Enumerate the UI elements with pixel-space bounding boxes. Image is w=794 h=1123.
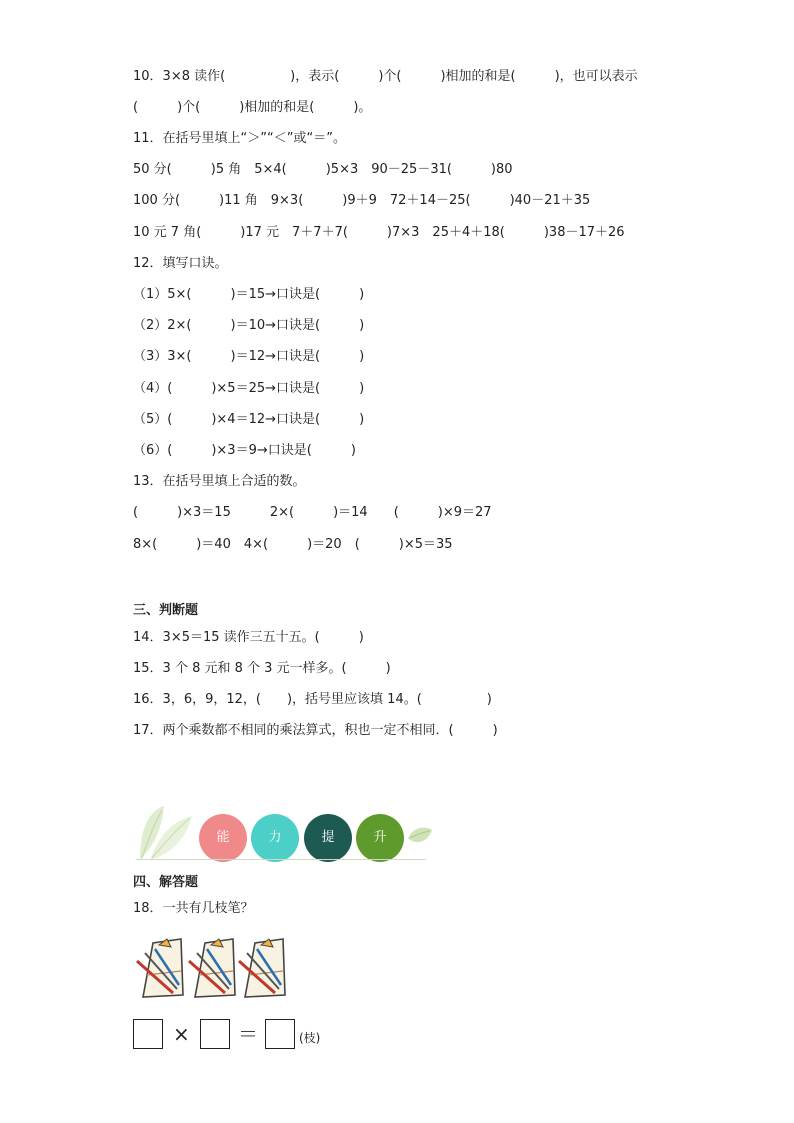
q13-title: 13．在括号里填上合适的数。 [133, 474, 306, 489]
times-sign: × [173, 1022, 190, 1046]
q11-row-1: 50 分( )5 角 5×4( )5×3 90－25－31( )80 [133, 162, 513, 177]
banner-underline [136, 859, 426, 860]
badge-sheng-label: 升 [373, 830, 387, 845]
q10-line-1: 10．3×8 读作( )，表示( )个( )相加的和是( )，也可以表示 [133, 69, 638, 84]
q11-title: 11．在括号里填上“＞”“＜”或“＝”。 [133, 131, 346, 146]
small-leaf-icon [406, 824, 434, 848]
q10-line-2: ( )个( )相加的和是( )。 [133, 100, 372, 115]
section-4-heading: 四、解答题 [133, 875, 199, 890]
q12-item-4: （4）( )×5＝25→口诀是( ) [133, 381, 365, 396]
q12-title: 12．填写口诀。 [133, 256, 228, 271]
q13-row-2: 8×( )＝40 4×( )＝20 ( )×5＝35 [133, 537, 453, 552]
pen-cup-icon [239, 939, 285, 997]
q12-item-1: （1）5×( )＝15→口诀是( ) [133, 287, 365, 302]
q14: 14．3×5＝15 读作三五十五。( ) [133, 630, 364, 645]
answer-box-2[interactable] [200, 1019, 230, 1049]
badge-neng-label: 能 [216, 830, 230, 845]
q12-item-5: （5）( )×4＝12→口诀是( ) [133, 412, 365, 427]
equals-sign: ＝ [238, 1022, 258, 1046]
q13-row-1: ( )×3＝15 2×( )＝14 ( )×9＝27 [133, 505, 492, 520]
badge-sheng [356, 814, 404, 862]
badge-li-label: 力 [268, 830, 282, 845]
leaf-decoration-icon [136, 804, 196, 862]
q11-row-2: 100 分( )11 角 9×3( )9＋9 72＋14－25( )40－21＋35 [133, 193, 591, 208]
q17: 17．两个乘数都不相同的乘法算式，积也一定不相同．( ) [133, 723, 498, 738]
section-3-heading: 三、判断题 [133, 603, 199, 618]
pen-cup-icon [137, 939, 183, 997]
q16: 16．3，6，9，12，( )，括号里应该填 14。( ) [133, 692, 492, 707]
q12-item-3: （3）3×( )＝12→口诀是( ) [133, 349, 365, 364]
q12-item-2: （2）2×( )＝10→口诀是( ) [133, 318, 365, 333]
pen-cups-illustration [133, 935, 293, 1001]
badge-neng [199, 814, 247, 862]
q11-row-3: 10 元 7 角( )17 元 7＋7＋7( )7×3 25＋4＋18( )38－17＋26 [133, 225, 625, 240]
q12-item-6: （6）( )×3＝9→口诀是( ) [133, 443, 356, 458]
badge-ti-label: 提 [321, 830, 335, 845]
q15: 15．3 个 8 元和 8 个 3 元一样多。( ) [133, 661, 391, 676]
unit-label: (枝) [299, 1031, 321, 1045]
answer-box-3[interactable] [265, 1019, 295, 1049]
pen-cup-icon [189, 939, 235, 997]
badge-ti [304, 814, 352, 862]
ability-banner [136, 804, 436, 864]
q18: 18．一共有几枝笔？ [133, 901, 254, 916]
answer-box-1[interactable] [133, 1019, 163, 1049]
badge-li [251, 814, 299, 862]
